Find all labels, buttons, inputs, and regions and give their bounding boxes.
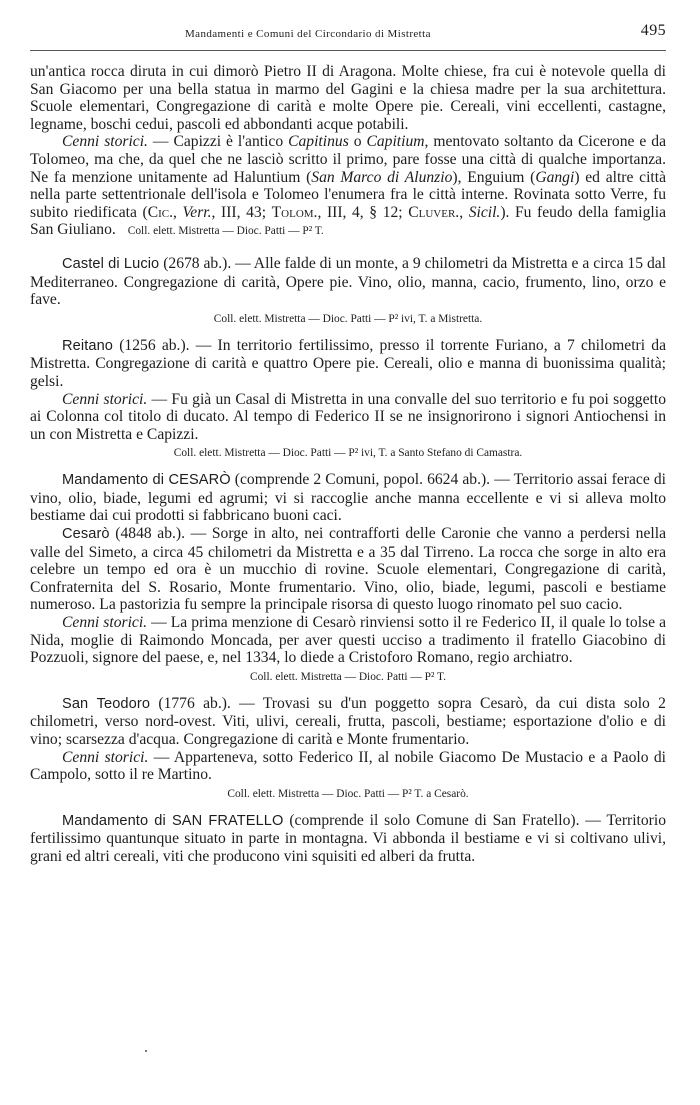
print-speck [145,1050,147,1052]
cenni-storici-label: Cenni storici. [62,133,148,151]
page-header [30,22,666,50]
reitano-cenni-storici: Cenni storici. — Fu già un Casal di Mistretta in una convalle del suo territorio e fu poi soggetto ai Colonna col titolo di ducato. Al tempo di Federico II se ne insignorirono i signori Antiochensi in un con Mistretta e Capizzi. [30,390,666,443]
reitano-entry: Reitano (1256 ab.). — In territorio fertilissimo, presso il torrente Furiano, a 7 chilometri da Mistretta. Congregazione di carità e quattro Opere pie. Cereali, olio e manna di buonissima qualità; gelsi. [30,336,666,390]
san-teodoro-cenni-storici: Cenni storici. — Apparteneva, sotto Federico II, al nobile Giacomo De Mustacio e a Paolo di Campolo, sotto il re Martino. [30,748,666,784]
cenni-storici-label: Cenni storici. [62,390,148,408]
header-rule [30,50,666,51]
entry-heading: Mandamento di CESARÒ [62,472,231,489]
mandamento-san-fratello-entry: Mandamento di SAN FRATELLO (comprende il solo Comune di San Fratello). — Territorio fertilissimo quantunque situato in parte in montagna. Vi abbonda il bestiame e vi si coltivano ulivi, grani ed altri cereali, viti che producono vini squisiti ed alberi da frutta. [30,811,666,865]
cenni-storici-label: Cenni storici. [62,614,148,632]
capizzi-coll-elett: Coll. elett. Mistretta — Dioc. Patti — P² T. [127,225,324,238]
capizzi-cenni-storici: Cenni storici. — Capizzi è l'antico Capitinus o Capitium, mentovato soltanto da Cicerone e da Tolomeo, ma che, da quel che ne lasciò scritto il primo, pare fosse una città di qualche importanza. Ne fa menzione unitamente ad Haluntium (San Marco di Alunzio), Enguium (Gangi) ed altre città nella parte settentrionale dell'isola e Tolomeo l'enumera fra le città interne. Rovinata sotto Verre, fu subito riedificata (Cic., Verr., III, 43; Tolom., III, 4, § 12; Cluver., Sicil.). Fu feudo della famiglia San Giuliano. Coll. elett. Mistretta — Dioc. Patti — P² T. [30,133,667,239]
entry-heading: Castel di Lucio [62,255,160,272]
castel-di-lucio-coll-elett: Coll. elett. Mistretta — Dioc. Patti — P² ivi, T. a Mistretta. [213,312,483,325]
capizzi-description-continued: un'antica rocca diruta in cui dimorò Pietro II di Aragona. Molte chiese, fra cui è notevole quella di San Giacomo per una bella statua in marmo del Gagini e la chiesa madre per la sua architettura. Scuole elementari, Congregazione di carità e molte Opere pie. Cereali, vini eccellenti, castagne, legname, boschi cedui, pascoli ed abbondanti acque potabili. [30,63,666,133]
san-teodoro-entry: San Teodoro (1776 ab.). — Trovasi su d'un poggetto sopra Cesarò, da cui dista solo 2 chilometri, verso nord-ovest. Viti, ulivi, cereali, frutta, pascoli, bestiame; esportazione d'olio e di vino; scarsezza d'acqua. Congregazione di carità e Monte frumentario. [30,694,666,748]
page-number: 495 [640,22,666,39]
mandamento-cesaro-entry: Mandamento di CESARÒ (comprende 2 Comuni, popol. 6624 ab.). — Territorio assai ferace di vino, olio, biade, legumi ed agrumi; vi si raccoglie anche manna eccellente e vi si alleva molto bestiame dai cui prodotti si fabbricano buoni caci. [30,471,666,525]
san-teodoro-coll-elett: Coll. elett. Mistretta — Dioc. Patti — P² T. a Cesarò. [227,787,469,800]
entry-heading: Cesarò [62,526,110,543]
cenni-storici-label: Cenni storici. [62,748,149,766]
reitano-coll-elett: Coll. elett. Mistretta — Dioc. Patti — P² ivi, T. a Santo Stefano di Camastra. [173,447,523,460]
cesaro-cenni-storici: Cenni storici. — La prima menzione di Cesarò rinviensi sotto il re Federico II, il quale lo tolse a Nida, moglie di Raimondo Moncada, per aver questi ucciso a tradimento il fratello Giacobino di Pozzuoli, signore del paese, e, nel 1334, lo diede a Cristoforo Romano, regio archiatro. [30,614,666,667]
running-title: Mandamenti e Comuni del Circondario di Mistretta [185,28,431,40]
entry-heading: San Teodoro [62,695,151,712]
castel-di-lucio-entry: Castel di Lucio (2678 ab.). — Alle falde di un monte, a 9 chilometri da Mistretta e a circa 15 dal Mediterraneo. Congregazione di carità, Opere pie. Vino, olio, manna, cacio, frumento, lino, orzo e fave. [30,254,666,309]
entry-heading: Mandamento di SAN FRATELLO [62,812,284,829]
cesaro-entry: Cesarò (4848 ab.). — Sorge in alto, nei contrafforti delle Caronie che vanno a perdersi nella valle del Simeto, a circa 45 chilometri da Mistretta e a 35 dal Tirreno. La rocca che sorge in alto era celebre un tempo ed ora è un mucchio di rovine. Scuole elementari, Congregazione di carità, Confraternita del S. Rosario, Monte frumentario. Vino, olio, biade, legumi, pascoli e bestiame numeroso. La pastorizia fu sempre la principale risorsa di questo luogo rinomato pel suo cacio. [30,525,666,614]
cesaro-coll-elett: Coll. elett. Mistretta — Dioc. Patti — P² T. [250,670,446,683]
entry-heading: Reitano [62,337,114,354]
